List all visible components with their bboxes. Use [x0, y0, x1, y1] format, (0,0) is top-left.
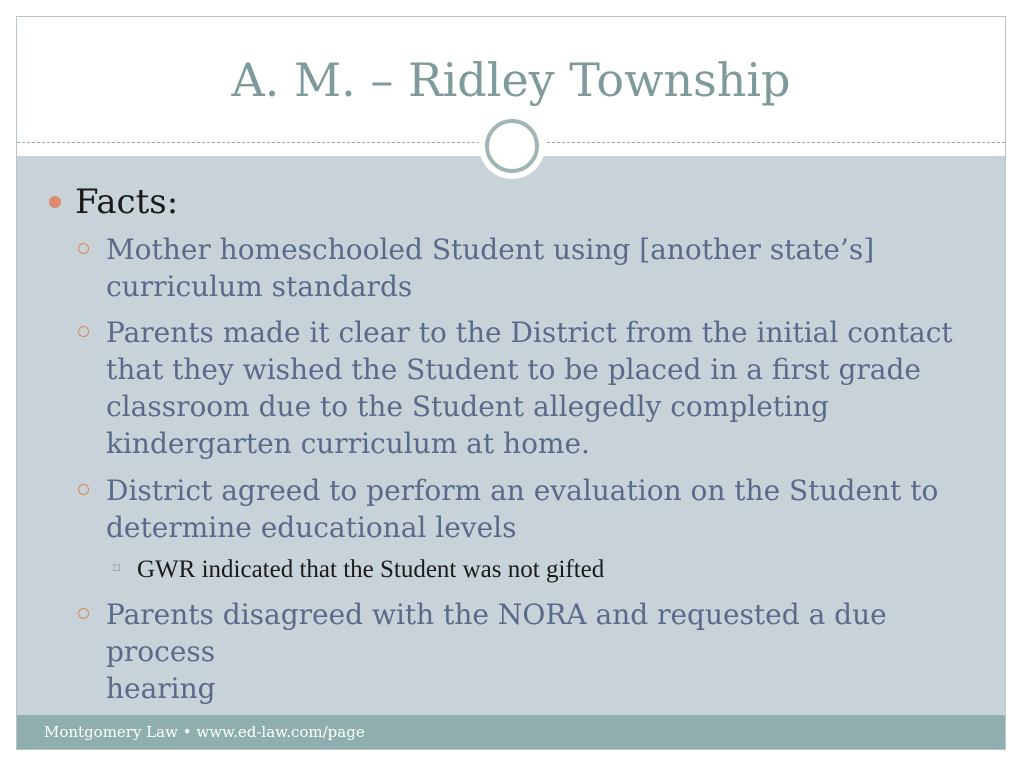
list-item: District agreed to perform an evaluation on the Student to determine educational levels	[106, 474, 939, 544]
divider-circle-icon	[479, 113, 545, 179]
circle-ring	[485, 119, 539, 173]
sub-bullet-icon: ⌑	[113, 561, 121, 577]
hollow-circle-bullet-icon	[78, 608, 89, 619]
slide-frame	[16, 16, 1006, 750]
hollow-circle-bullet-icon	[78, 484, 89, 495]
list-item: Parents disagreed with the NORA and requested a due process hearing	[106, 598, 887, 705]
footer-text: Montgomery Law • www.ed-law.com/page	[44, 723, 365, 741]
facts-heading: Facts:	[75, 182, 179, 222]
list-item: Mother homeschooled Student using [another state’s] curriculum standards	[106, 233, 875, 303]
hollow-circle-bullet-icon	[78, 326, 89, 337]
hollow-circle-bullet-icon	[78, 243, 89, 254]
slide-title: A. M. – Ridley Township	[231, 53, 791, 107]
footer-bar	[17, 715, 1005, 749]
filled-circle-bullet-icon	[49, 196, 61, 208]
list-item: Parents made it clear to the District from the initial contact that they wished the Student to be placed in a first grade classroom due to the Student allegedly completing kindergarten curriculum at home.	[106, 316, 953, 460]
content-area	[17, 156, 1005, 717]
sub-list-item: GWR indicated that the Student was not gifted	[137, 556, 605, 583]
